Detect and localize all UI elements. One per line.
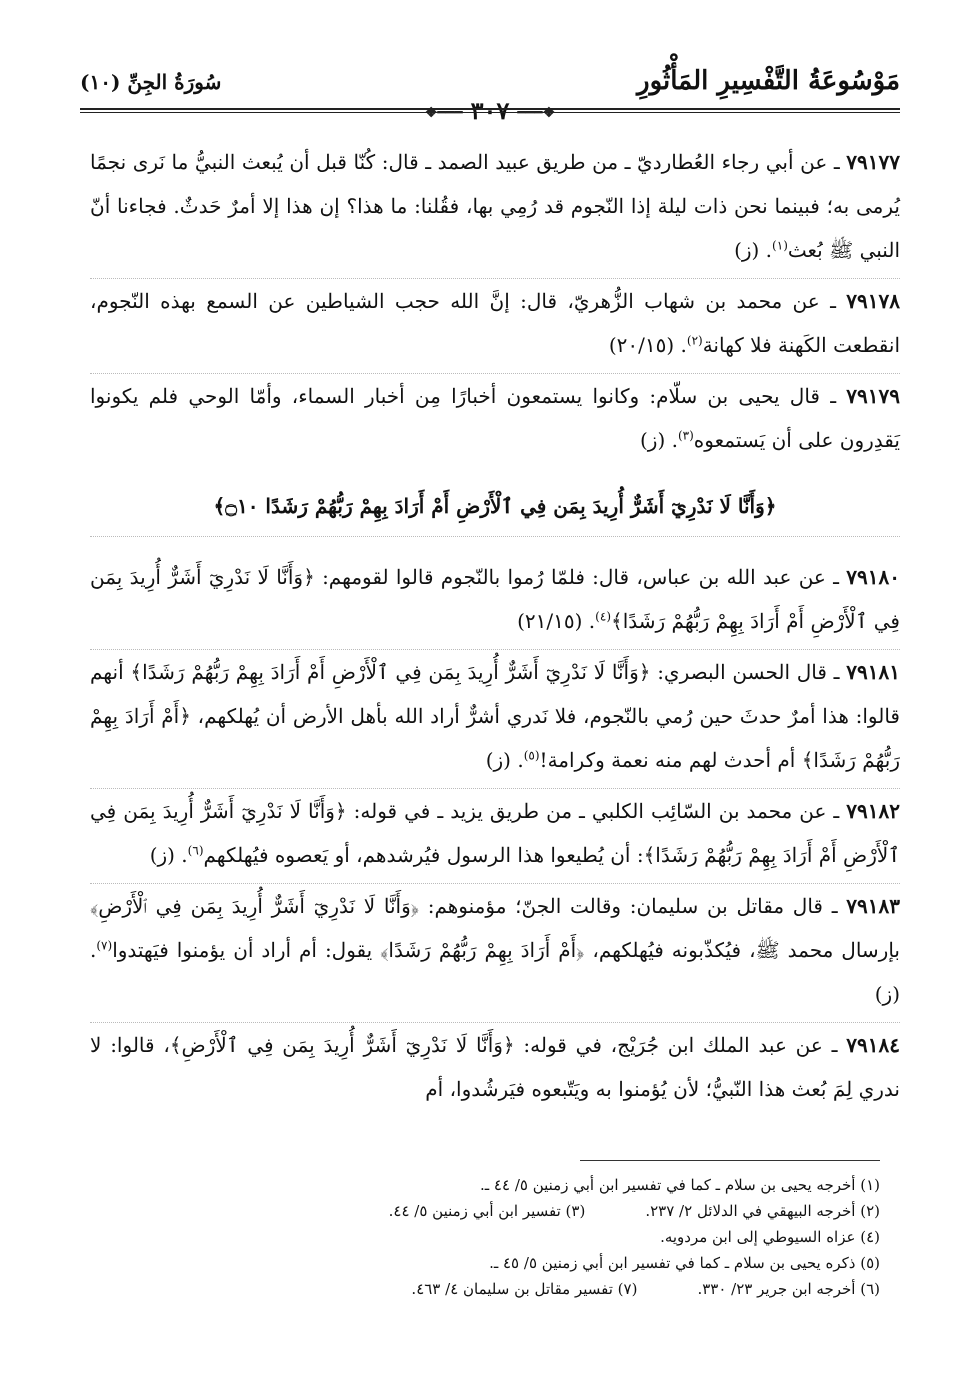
entry-number: ٧٩١٧٧ bbox=[846, 150, 900, 174]
entry-number: ٧٩١٨١ bbox=[846, 660, 900, 684]
footnote-text: (٣) تفسير ابن أبي زمنين ٥/ ٤٤. bbox=[388, 1202, 586, 1220]
entry-text: ـ قال الحسن البصري: ﴿وَأَنَّا لَا نَدْرِيٓ أَشَرٌّ أُرِيدَ بِمَن فِي ٱلْأَرْضِ أَمْ أَرَادَ بِهِمْ رَبُّهُمْ رَشَدًا﴾ أنهم قالوا: هذا أمرٌ حدثَ حين رُمي بالنّجوم، فلا نَدري أشرٌّ أراد الله بأهل الأرض أن يُهلكهم، ﴿أَمْ أَرَادَ بِهِمْ رَبُّهُمْ رَشَدًا﴾ أم أحدث لهم منه نعمة وكرامة! bbox=[90, 660, 900, 772]
footnote-ref: (٤) bbox=[595, 609, 611, 624]
entries-top bbox=[90, 140, 900, 468]
page-number-block bbox=[80, 96, 900, 125]
footnote-text: (٥) ذكره يحيى بن سلام ـ كما في تفسير ابن أبي زمنين ٥/ ٤٥ ـ. bbox=[489, 1254, 880, 1272]
entry-text: ـ عن عبد الله بن عباس، قال: فلمّا رُموا بالنّجوم قالوا لقومهم: ﴿وَأَنَّا لَا نَدْرِيٓ أَشَرٌّ أُرِيدَ بِمَن فِي ٱلْأَرْضِ أَمْ أَرَادَ بِهِمْ رَبُّهُمْ رَشَدًا﴾ bbox=[90, 565, 900, 633]
entry-number: ٧٩١٨٣ bbox=[846, 894, 900, 918]
entry-number: ٧٩١٧٩ bbox=[846, 384, 901, 408]
entry-text: ـ قال مقاتل بن سليمان: وقالت الجنّ؛ مؤمنوهم: ﴿وَأَنَّا لَا نَدْرِيٓ أَشَرٌّ أُرِيدَ بِمَن فِي ٱلْأَرْضِ﴾ بإرسال محمد ﷺ، فيُكذّبونه فيُهلكهم، ﴿أَمْ أَرَادَ بِهِمْ رَبُّهُمْ رَشَدًا﴾ يقول: أم أراد أن يؤمنوا فيَهتدوا bbox=[90, 894, 900, 962]
surah-title: سُورَةُ الجِنِّ (١٠) bbox=[80, 70, 222, 94]
footnotes bbox=[90, 1172, 880, 1302]
footnote-line bbox=[90, 1172, 880, 1198]
entry-number: ٧٩١٧٨ bbox=[846, 289, 900, 313]
footnote-rule bbox=[580, 1160, 880, 1161]
main-text bbox=[90, 140, 900, 1117]
entry-tail: . (ز) bbox=[485, 748, 524, 772]
book-title: مَوْسُوعَةُ التَّفْسِيرِ المَأْثُورِ bbox=[637, 66, 900, 96]
entry-text: ـ عن أبي رجاء العُطارديّ ـ من طريق عبيد الصمد ـ قال: كُنّا قبل أن يُبعث النبيُّ ما نَرى نجمًا يُرمى به؛ فبينما نحن ذات ليلة إذا النّجوم قد رُمِي بها، فقُلنا: ما هذا؟ إن هذا إلا أمرٌ حَدثٌ. فجاءنا أنّ النبي ﷺ بُعث bbox=[90, 150, 900, 262]
footnote-ref: (٦) bbox=[187, 843, 204, 858]
entry-tail: . (ز) bbox=[149, 843, 188, 867]
entry-text: ـ عن محمد بن السّائِب الكلبي ـ من طريق يزيد ـ في قوله: ﴿وَأَنَّا لَا نَدْرِيٓ أَشَرٌّ أُرِيدَ بِمَن فِي ٱلْأَرْضِ أَمْ أَرَادَ بِهِمْ رَبُّهُمْ رَشَدًا﴾: أن يُطيعوا هذا الرسول فيُرشدهم، أو يَعصوه فيُهلكهم bbox=[90, 799, 900, 867]
entry-tail: . (٢١/١٥) bbox=[517, 609, 596, 633]
entry-number: ٧٩١٨٢ bbox=[846, 799, 900, 823]
page-number: ٣٠٧ bbox=[470, 96, 510, 125]
footnote-line bbox=[90, 1198, 880, 1224]
entry-paragraph bbox=[90, 1023, 900, 1117]
footnote-text: (٦) أخرجه ابن جرير ٢٣/ ٣٣٠. bbox=[697, 1280, 880, 1298]
entry-tail: . (ز) bbox=[90, 938, 900, 1006]
entry-paragraph bbox=[90, 884, 900, 1023]
footnote-text: (٢) أخرجه البيهقي في الدلائل ٢/ ٢٣٧. bbox=[645, 1202, 880, 1220]
entry-text: ـ عن محمد بن شهاب الزُّهريّ، قال: إنَّ الله حجب الشياطين عن السمع بهذه النّجوم، انقطعت الكَهنة فلا كهانة bbox=[90, 289, 900, 357]
ornament-right-icon: ━━━❖ bbox=[424, 104, 463, 121]
footnote-text: (٧) تفسير مقاتل بن سليمان ٤/ ٤٦٣. bbox=[411, 1280, 638, 1298]
entry-number: ٧٩١٨٤ bbox=[846, 1033, 900, 1057]
footnote-line bbox=[90, 1250, 880, 1276]
footnote-ref: (١) bbox=[772, 238, 788, 253]
entry-paragraph bbox=[90, 650, 900, 789]
entry-paragraph bbox=[90, 279, 900, 374]
ornament-left-icon: ❖━━━ bbox=[517, 104, 556, 121]
footnote-text: (١) أخرجه يحيى بن سلام ـ كما في تفسير ابن أبي زمنين ٥/ ٤٤ ـ. bbox=[479, 1176, 880, 1194]
entry-text: ـ عن عبد الملك ابن جُرَيْج، في قوله: ﴿وَأَنَّا لَا نَدْرِيٓ أَشَرٌّ أُرِيدَ بِمَن فِي ٱلْأَرْضِ﴾، قالوا: لا ندري لِمَ بُعث هذا النّبيُّ؛ لأن يُؤمنوا به ويَتّبعوه فيَرشُدوا، أم bbox=[90, 1033, 900, 1101]
entry-paragraph bbox=[90, 789, 900, 884]
footnote-line bbox=[90, 1276, 880, 1302]
footnote-ref: (٢) bbox=[686, 333, 703, 348]
entry-tail: . (ز) bbox=[734, 238, 773, 262]
verse-heading: ﴿وَأَنَّا لَا نَدْرِيٓ أَشَرٌّ أُرِيدَ بِمَن فِي ٱلْأَرْضِ أَمْ أَرَادَ بِهِمْ رَبُّهُمْ رَشَدًا ۝١٠﴾ bbox=[90, 486, 900, 537]
entry-number: ٧٩١٨٠ bbox=[846, 565, 900, 589]
entry-paragraph bbox=[90, 555, 900, 650]
footnote-text: (٤) عزاه السيوطي إلى ابن مردويه. bbox=[660, 1228, 880, 1246]
entry-tail: . (ز) bbox=[639, 428, 678, 452]
header-rule-thin bbox=[80, 112, 900, 113]
entry-paragraph bbox=[90, 374, 900, 468]
footnote-ref: (٧) bbox=[96, 938, 113, 953]
entry-paragraph bbox=[90, 140, 900, 279]
footnote-line bbox=[90, 1224, 880, 1250]
entries-bottom bbox=[90, 555, 900, 1117]
page-header bbox=[80, 60, 900, 125]
footnote-ref: (٥) bbox=[523, 748, 540, 763]
footnote-ref: (٣) bbox=[677, 428, 694, 443]
entry-text: ـ قال يحيى بن سلّام: وكانوا يستمعون أخبارًا مِن أخبار السماء، وأمّا الوحي فلم يكونوا يَقدِرون على أن يَستمعوه bbox=[90, 384, 900, 452]
header-rule bbox=[80, 108, 900, 110]
entry-tail: . (٢٠/١٥) bbox=[608, 333, 687, 357]
